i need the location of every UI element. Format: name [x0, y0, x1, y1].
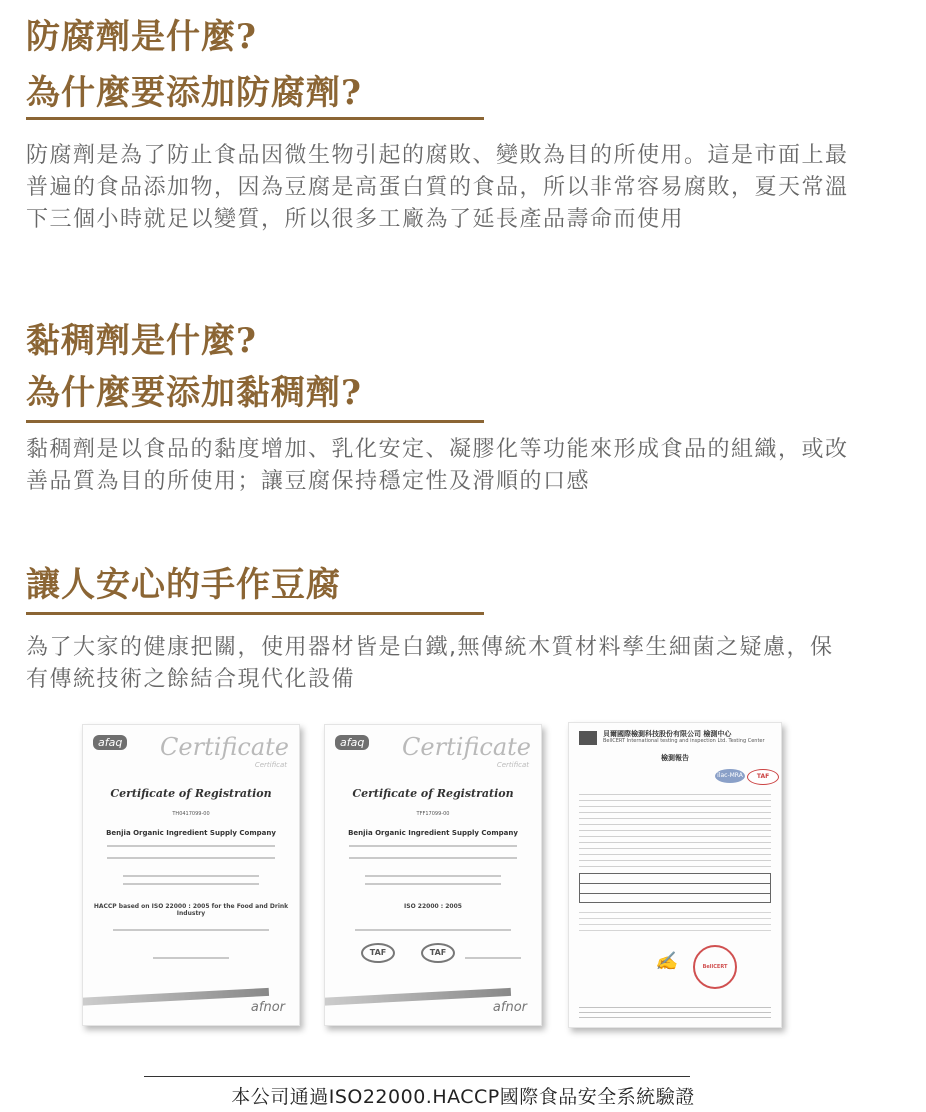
certificate-swoosh [324, 988, 511, 1006]
section-3-heading: 讓人安心的手作豆腐 [26, 565, 341, 605]
section-2-divider [26, 420, 484, 423]
section-1-heading-line1: 防腐劑是什麼? [26, 17, 257, 57]
certificate-2 [324, 724, 542, 1026]
certificate-text-line [349, 845, 517, 847]
section-2-heading-line1: 黏稠劑是什麼? [26, 321, 257, 361]
footer-divider [144, 1076, 690, 1077]
certificate-swoosh [82, 988, 269, 1006]
section-3-body: 為了大家的健康把關，使用器材皆是白鐵,無傳統木質材料孳生細菌之疑慮，保有傳統技術之餘結合現代化設備 [26, 635, 834, 692]
taf-badge: TAF [747, 769, 779, 785]
certificate-registration: Certificate of Registration [110, 787, 272, 800]
section-1-heading-line2: 為什麼要添加防腐劑? [26, 73, 362, 113]
afnor-logo: afnor [250, 1000, 285, 1015]
report-footer [579, 1003, 771, 1019]
certificate-registration: Certificate of Registration [352, 787, 514, 800]
report-stamp: BellCERT [693, 945, 737, 989]
afnor-logo: afnor [492, 1000, 527, 1015]
report-details [579, 789, 771, 869]
footer-caption: 本公司通過ISO22000.HACCP國際食品安全系統驗證 [231, 1086, 695, 1108]
certificate-signature-line [465, 957, 521, 959]
certificate-subtitle: Certificat [496, 761, 529, 769]
certificate-text-line [107, 845, 275, 847]
certificate-dates-line [355, 929, 511, 931]
taf-logo: TAF [421, 943, 455, 963]
test-report [568, 722, 782, 1028]
certificate-number: TH0417099-00 [172, 811, 210, 817]
report-org-name: 貝爾國際檢測科技股份有限公司 檢測中心 [603, 730, 732, 738]
certificate-company: Benjia Organic Ingredient Supply Company [106, 829, 276, 837]
report-results-table [579, 873, 771, 903]
report-title: 檢測報告 [661, 754, 689, 762]
taf-logo: TAF [361, 943, 395, 963]
report-org-english: BellCERT International testing and inspection Ltd. Testing Center [603, 738, 765, 744]
afaq-logo: afaq [93, 735, 127, 750]
certificate-1 [82, 724, 300, 1026]
section-2-heading-line2: 為什麼要添加黏稠劑? [26, 373, 362, 413]
section-3-divider [26, 612, 484, 615]
certificate-title: Certificate [160, 733, 289, 761]
certificate-text-line [123, 883, 259, 885]
certificate-text-line [365, 883, 501, 885]
certificate-standard: ISO 22000 : 2005 [404, 903, 462, 910]
certificate-company: Benjia Organic Ingredient Supply Company [348, 829, 518, 837]
bellcert-logo [579, 731, 597, 745]
section-2-body: 黏稠劑是以食品的黏度增加、乳化安定、凝膠化等功能來形成食品的組織，或改善品質為目的所使用；讓豆腐保持穩定性及滑順的口感 [26, 437, 849, 494]
certificate-text-line [365, 875, 501, 877]
certificate-text-line [123, 875, 259, 877]
certificate-number: TFF17099-00 [416, 811, 450, 817]
certificate-text-line [107, 857, 275, 859]
report-signature: ✍ [655, 951, 678, 972]
section-1-body: 防腐劑是為了防止食品因微生物引起的腐敗、變敗為目的所使用。這是市面上最普遍的食品添加物，因為豆腐是高蛋白質的食品，所以非常容易腐敗，夏天常溫下三個小時就足以變質，所以很多工廠為了延長產品壽命而使用 [26, 143, 849, 232]
certificate-title: Certificate [402, 733, 531, 761]
ilac-badge: ilac-MRA [715, 769, 745, 783]
certificate-standard: HACCP based on ISO 22000 : 2005 for the Food and Drink Industry [93, 903, 289, 917]
certificate-signature-line [153, 957, 229, 959]
certificate-text-line [349, 857, 517, 859]
certificate-dates-line [113, 929, 269, 931]
afaq-logo: afaq [335, 735, 369, 750]
certificate-subtitle: Certificat [254, 761, 287, 769]
section-1-divider [26, 117, 484, 120]
report-notes [579, 907, 771, 931]
